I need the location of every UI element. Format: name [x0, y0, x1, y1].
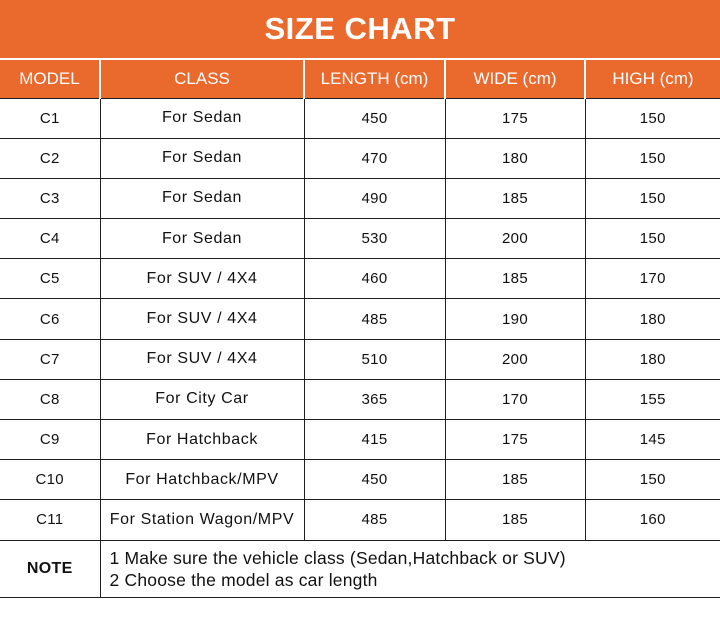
cell-high: 155: [585, 379, 720, 419]
cell-length: 485: [304, 299, 445, 339]
cell-length: 365: [304, 379, 445, 419]
cell-length: 530: [304, 219, 445, 259]
cell-high: 180: [585, 299, 720, 339]
cell-wide: 175: [445, 98, 585, 138]
header-row: [0, 60, 720, 98]
cell-class: For Sedan: [100, 178, 304, 218]
cell-class: For SUV / 4X4: [100, 259, 304, 299]
table-row: [0, 98, 720, 138]
table-row: [0, 500, 720, 540]
cell-length: 470: [304, 138, 445, 178]
cell-wide: 175: [445, 420, 585, 460]
cell-model: C10: [0, 460, 100, 500]
cell-high: 150: [585, 460, 720, 500]
cell-class: For Sedan: [100, 98, 304, 138]
cell-high: 145: [585, 420, 720, 460]
cell-wide: 185: [445, 178, 585, 218]
cell-class: For Station Wagon/MPV: [100, 500, 304, 540]
column-header-length: LENGTH (cm): [304, 60, 445, 98]
table-row: [0, 138, 720, 178]
table-row: [0, 339, 720, 379]
cell-length: 450: [304, 98, 445, 138]
table-row: [0, 460, 720, 500]
table-body: [0, 98, 720, 540]
table-row: [0, 178, 720, 218]
cell-model: C8: [0, 379, 100, 419]
cell-high: 180: [585, 339, 720, 379]
cell-wide: 185: [445, 500, 585, 540]
cell-high: 160: [585, 500, 720, 540]
cell-wide: 170: [445, 379, 585, 419]
column-header-class: CLASS: [100, 60, 304, 98]
cell-wide: 180: [445, 138, 585, 178]
cell-wide: 190: [445, 299, 585, 339]
cell-wide: 200: [445, 219, 585, 259]
cell-model: C6: [0, 299, 100, 339]
cell-length: 415: [304, 420, 445, 460]
cell-wide: 185: [445, 460, 585, 500]
cell-model: C11: [0, 500, 100, 540]
size-table: [0, 60, 720, 598]
cell-model: C5: [0, 259, 100, 299]
table-row: [0, 299, 720, 339]
title-bar: [0, 0, 720, 60]
cell-model: C7: [0, 339, 100, 379]
cell-length: 450: [304, 460, 445, 500]
cell-wide: 185: [445, 259, 585, 299]
cell-high: 150: [585, 219, 720, 259]
cell-length: 460: [304, 259, 445, 299]
cell-class: For Sedan: [100, 138, 304, 178]
note-line-1: 1 Make sure the vehicle class (Sedan,Hatchback or SUV): [109, 547, 566, 568]
cell-class: For City Car: [100, 379, 304, 419]
cell-class: For Sedan: [100, 219, 304, 259]
note-row: [0, 540, 720, 597]
cell-high: 170: [585, 259, 720, 299]
table-row: [0, 219, 720, 259]
table-row: [0, 379, 720, 419]
cell-high: 150: [585, 98, 720, 138]
cell-model: C2: [0, 138, 100, 178]
cell-model: C9: [0, 420, 100, 460]
cell-model: C1: [0, 98, 100, 138]
cell-high: 150: [585, 178, 720, 218]
cell-length: 485: [304, 500, 445, 540]
cell-length: 510: [304, 339, 445, 379]
cell-wide: 200: [445, 339, 585, 379]
cell-high: 150: [585, 138, 720, 178]
note-label: NOTE: [0, 540, 100, 597]
table-row: [0, 259, 720, 299]
cell-class: For SUV / 4X4: [100, 299, 304, 339]
cell-class: For SUV / 4X4: [100, 339, 304, 379]
chart-title: SIZE CHART: [264, 11, 456, 46]
cell-class: For Hatchback/MPV: [100, 460, 304, 500]
cell-model: C3: [0, 178, 100, 218]
column-header-model: MODEL: [0, 60, 100, 98]
note-line-2: 2 Choose the model as car length: [109, 569, 378, 590]
column-header-high: HIGH (cm): [585, 60, 720, 98]
note-text: [100, 540, 720, 597]
cell-class: For Hatchback: [100, 420, 304, 460]
column-header-wide: WIDE (cm): [445, 60, 585, 98]
cell-length: 490: [304, 178, 445, 218]
cell-model: C4: [0, 219, 100, 259]
table-row: [0, 420, 720, 460]
